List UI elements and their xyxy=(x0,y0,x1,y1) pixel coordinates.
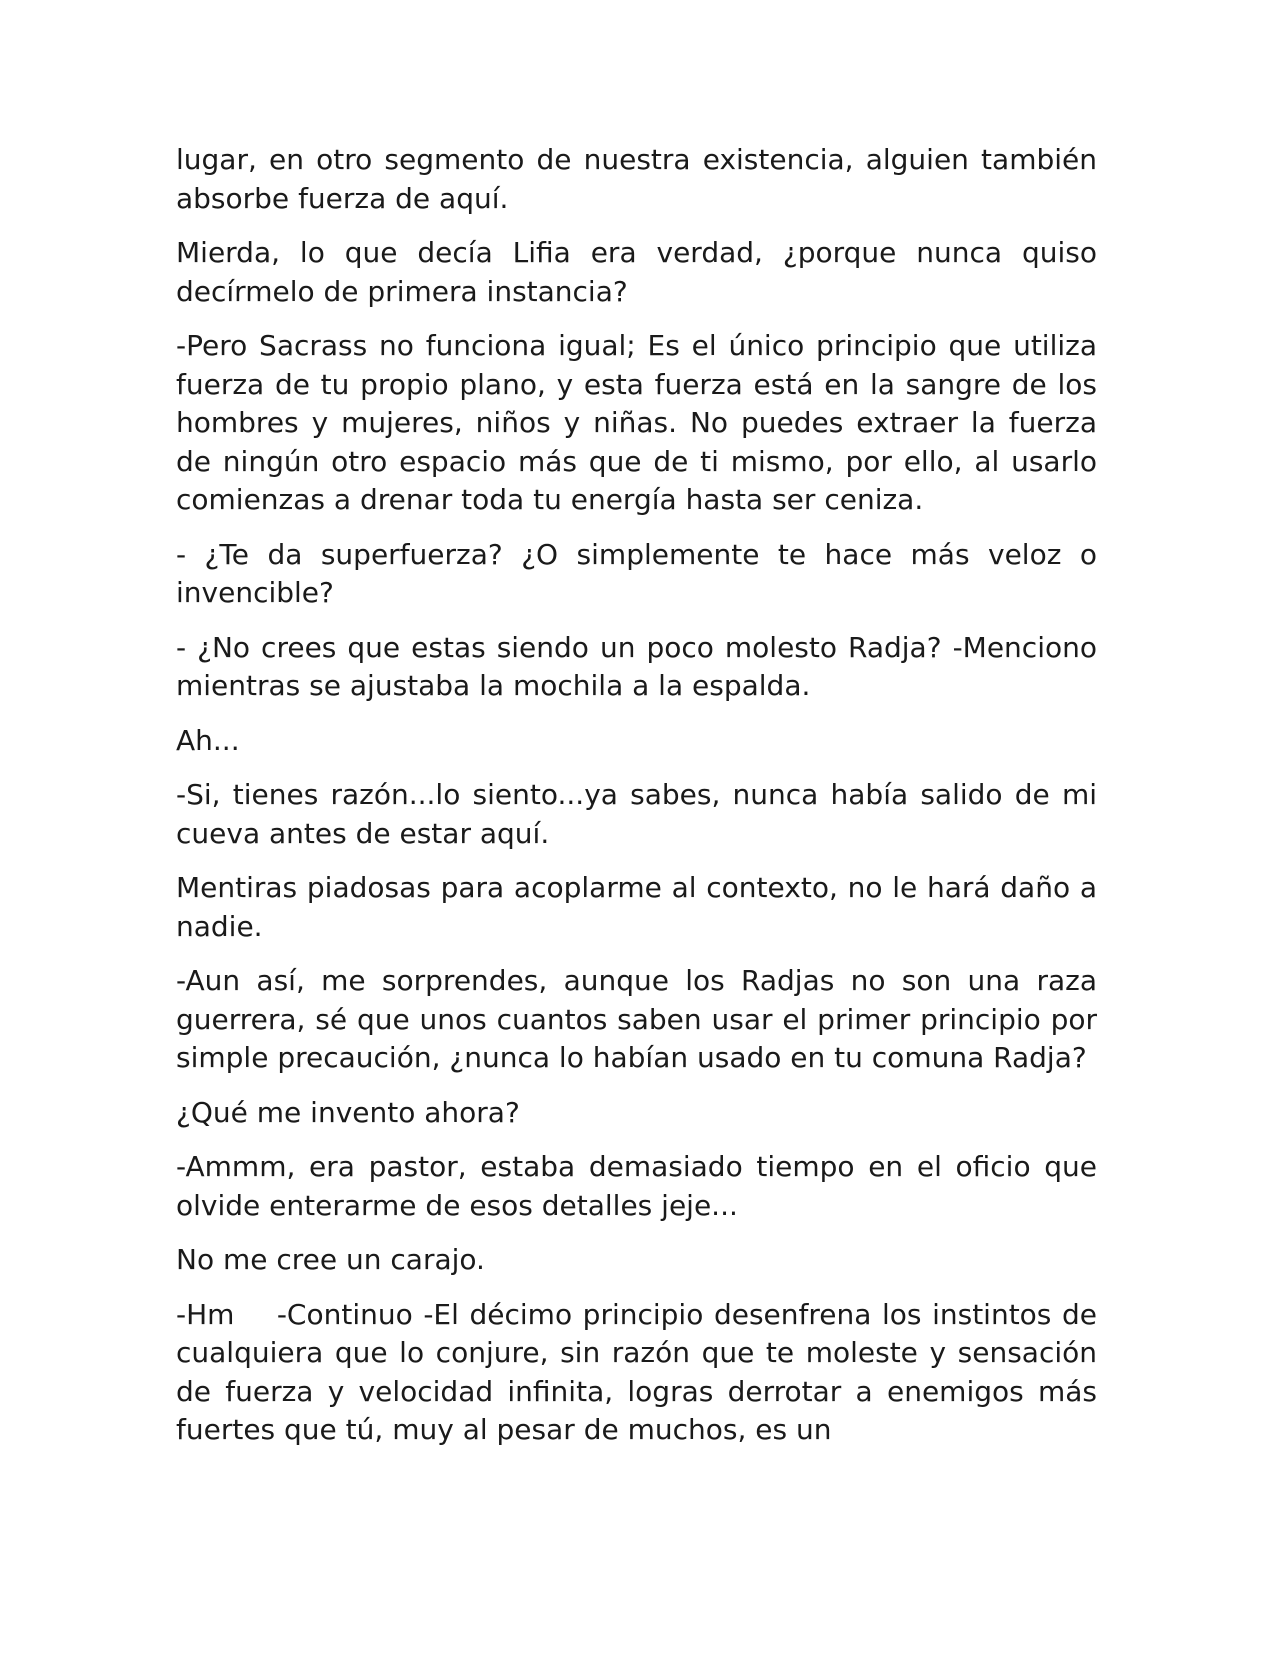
paragraph-2: Mierda, lo que decía Lifia era verdad, ¿porque nunca quiso decírmelo de primera instancia? xyxy=(176,236,1097,308)
paragraph-8: Mentiras piadosas para acoplarme al contexto, no le hará daño a nadie. xyxy=(176,871,1097,943)
paragraph-5: - ¿No crees que estas siendo un poco molesto Radja? -Menciono mientras se ajustaba la mochila a la espalda. xyxy=(176,630,1097,702)
paragraph-1: lugar, en otro segmento de nuestra existencia, alguien también absorbe fuerza de aquí. xyxy=(176,143,1097,215)
paragraph-12: No me cree un carajo. xyxy=(176,1243,485,1276)
paragraph-6: Ah... xyxy=(176,723,240,757)
paragraph-4: - ¿Te da superfuerza? ¿O simplemente te hace más veloz o invencible? xyxy=(176,537,1097,609)
paragraph-11: -Ammm, era pastor, estaba demasiado tiempo en el oficio que olvide enterarme de esos detalles jeje... xyxy=(176,1150,1097,1222)
paragraph-9: -Aun así, me sorprendes, aunque los Radjas no son una raza guerrera, sé que unos cuantos saben usar el primer principio por simple precaución, ¿nunca lo habían usado en tu comuna Radja? xyxy=(176,964,1097,1074)
paragraph-13: -Hm -Continuo -El décimo principio desenfrena los instintos de cualquiera que lo conjure, sin razón que te moleste y sensación de fuerza y velocidad infinita, logras derrotar a enemigos más fuertes que tú, muy al pesar de muchos, es un xyxy=(176,1297,1106,1446)
paragraph-10: ¿Qué me invento ahora? xyxy=(176,1095,520,1129)
paragraph-3: -Pero Sacrass no funciona igual; Es el único principio que utiliza fuerza de tu propio plano, y esta fuerza está en la sangre de los hombres y mujeres, niños y niñas. No puedes extraer la fuerza de ningún otro espacio más que de ti mismo, por ello, al usarlo comienzas a drenar toda tu energía hasta ser ceniza. xyxy=(176,329,1097,516)
paragraph-7: -Si, tienes razón...lo siento...ya sabes, nunca había salido de mi cueva antes de estar aquí. xyxy=(176,778,1097,850)
document-page xyxy=(176,141,1106,1450)
